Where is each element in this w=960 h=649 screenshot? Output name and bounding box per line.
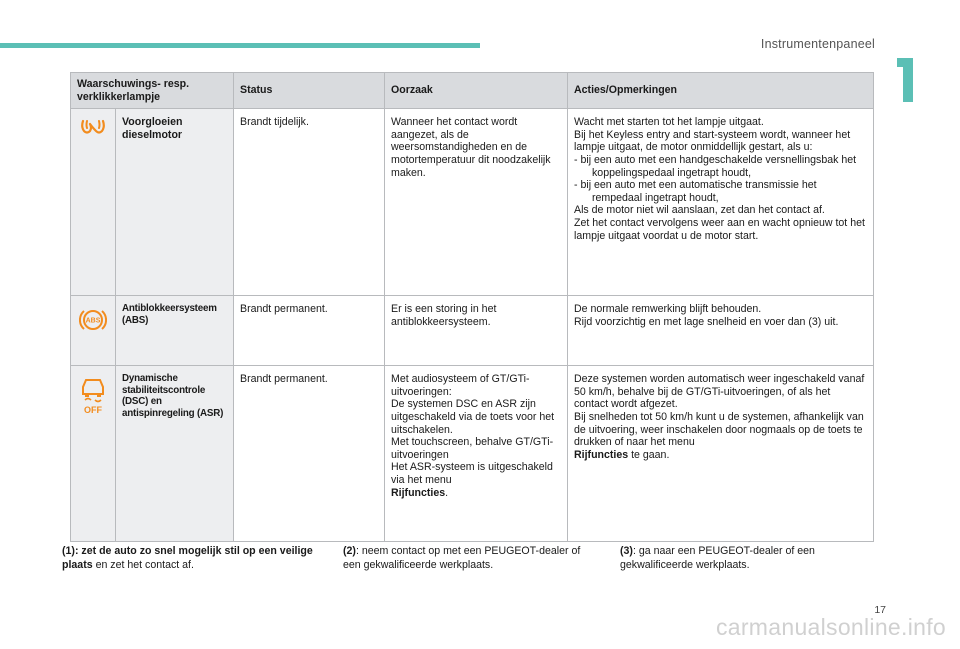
section-title: Instrumentenpaneel [760, 37, 875, 51]
acties-line: Bij snelheden tot 50 km/h kunt u de systemen, afhankelijk van de uitvoering, weer inschakelen door nogmaals op de toets te drukken of naar het menu [574, 410, 864, 449]
acties-line: Wacht met starten tot het lampje uitgaat. [574, 116, 764, 129]
lamp-name: Dynamische stabiliteitscontrole (DSC) en antispinregeling (ASR) [116, 366, 234, 542]
header-acties: Acties/Opmerkingen [568, 73, 874, 109]
icon-cell [71, 109, 116, 296]
oorzaak-line: Het ASR-systeem is uitgeschakeld via het menu [391, 461, 553, 486]
acties-line-end: te gaan. [628, 448, 670, 461]
header-oorzaak: Oorzaak [385, 73, 568, 109]
icon-cell [71, 366, 116, 542]
acties-line: Rijd voorzichtig en met lage snelheid en voer dan (3) uit. [574, 315, 839, 328]
glow-plug-icon [80, 119, 106, 135]
footnote-3 [620, 545, 860, 572]
stability-control-off-icon [79, 376, 107, 416]
acties-cell [568, 366, 874, 542]
chapter-number-marker [897, 58, 919, 102]
icon-cell [71, 296, 116, 366]
status-cell: Brandt permanent. [234, 296, 385, 366]
lamp-name: Voorgloeien dieselmotor [116, 109, 234, 296]
acties-line: Zet het contact vervolgens weer aan en wacht opnieuw tot het lampje uitgaat voordat u de motor start. [574, 216, 865, 242]
table-row [71, 366, 874, 542]
acties-line: Deze systemen worden automatisch weer ingeschakeld vanaf 50 km/h, behalve bij de GT/GTi-uitvoeringen, of als het contact wordt afgezet. [574, 373, 865, 411]
footnote-ref: (2) [343, 545, 356, 557]
footnote-ref: (3) [620, 545, 633, 557]
abs-icon-text: ABS [85, 317, 101, 325]
table-row [71, 296, 874, 366]
acties-cell [568, 109, 874, 296]
footnote-ref: (1) [62, 545, 75, 557]
footnote-2 [343, 545, 583, 572]
chapter-marker-stem [903, 58, 913, 102]
top-accent-bar [0, 43, 480, 48]
menu-rijfuncties: Rijfuncties [574, 448, 629, 461]
acties-line: De normale remwerking blijft behouden. [574, 303, 762, 316]
watermark: carmanualsonline.info [715, 614, 946, 640]
warning-lamps-table [70, 72, 874, 542]
acties-line: Als de motor niet wil aanslaan, zet dan het contact af. [574, 204, 825, 217]
oorzaak-line: Met touchscreen, behalve GT/GTi-uitvoeringen [391, 436, 554, 461]
oorzaak-line [391, 487, 561, 500]
off-icon-text: OFF [84, 405, 102, 416]
acties-line [574, 449, 867, 462]
footnote-text: : ga naar een PEUGEOT-dealer of een gekwalificeerde werkplaats. [620, 545, 815, 571]
oorzaak-cell: Er is een storing in het antiblokkeersysteem. [385, 296, 568, 366]
abs-icon [79, 306, 107, 334]
lamp-name: Antiblokkeersysteem (ABS) [116, 296, 234, 366]
oorzaak-line-end: . [445, 486, 449, 499]
footnote-bold-text: : zet de auto zo snel mogelijk stil op een veilige plaats [62, 545, 313, 571]
table-header-row [71, 73, 874, 109]
acties-bullet: - bij een auto met een automatische transmissie het rempedaal ingetrapt houdt, [574, 179, 817, 204]
footnote-text: en zet het contact af. [92, 558, 194, 571]
status-cell: Brandt tijdelijk. [234, 109, 385, 296]
status-cell: Brandt permanent. [234, 366, 385, 542]
oorzaak-line: Met audiosysteem of GT/GTi-uitvoeringen: [391, 373, 530, 398]
oorzaak-cell: Wanneer het contact wordt aangezet, als de weersomstandigheden en de motortemperatuur dit noodzakelijk maken. [385, 109, 568, 296]
footnote-1 [62, 545, 322, 572]
oorzaak-cell [385, 366, 568, 542]
table-row [71, 109, 874, 296]
header-lamp: Waarschuwings- resp. verklikkerlampje [71, 73, 234, 109]
footnote-text: : neem contact op met een PEUGEOT-dealer of een gekwalificeerde werkplaats. [343, 545, 581, 571]
header-status: Status [234, 73, 385, 109]
menu-rijfuncties: Rijfuncties [391, 486, 446, 499]
acties-bullet: - bij een auto met een handgeschakelde versnellingsbak het koppelingspedaal ingetrapt houdt, [574, 153, 857, 179]
oorzaak-line: De systemen DSC en ASR zijn uitgeschakeld via de toets voor het uitschakelen. [391, 398, 555, 436]
acties-line: Bij het Keyless entry and start-systeem wordt, wanneer het lampje uitgaat, de motor onmiddellijk gestart, als u: [574, 128, 851, 154]
page-number: 17 [874, 604, 886, 616]
acties-cell [568, 296, 874, 366]
